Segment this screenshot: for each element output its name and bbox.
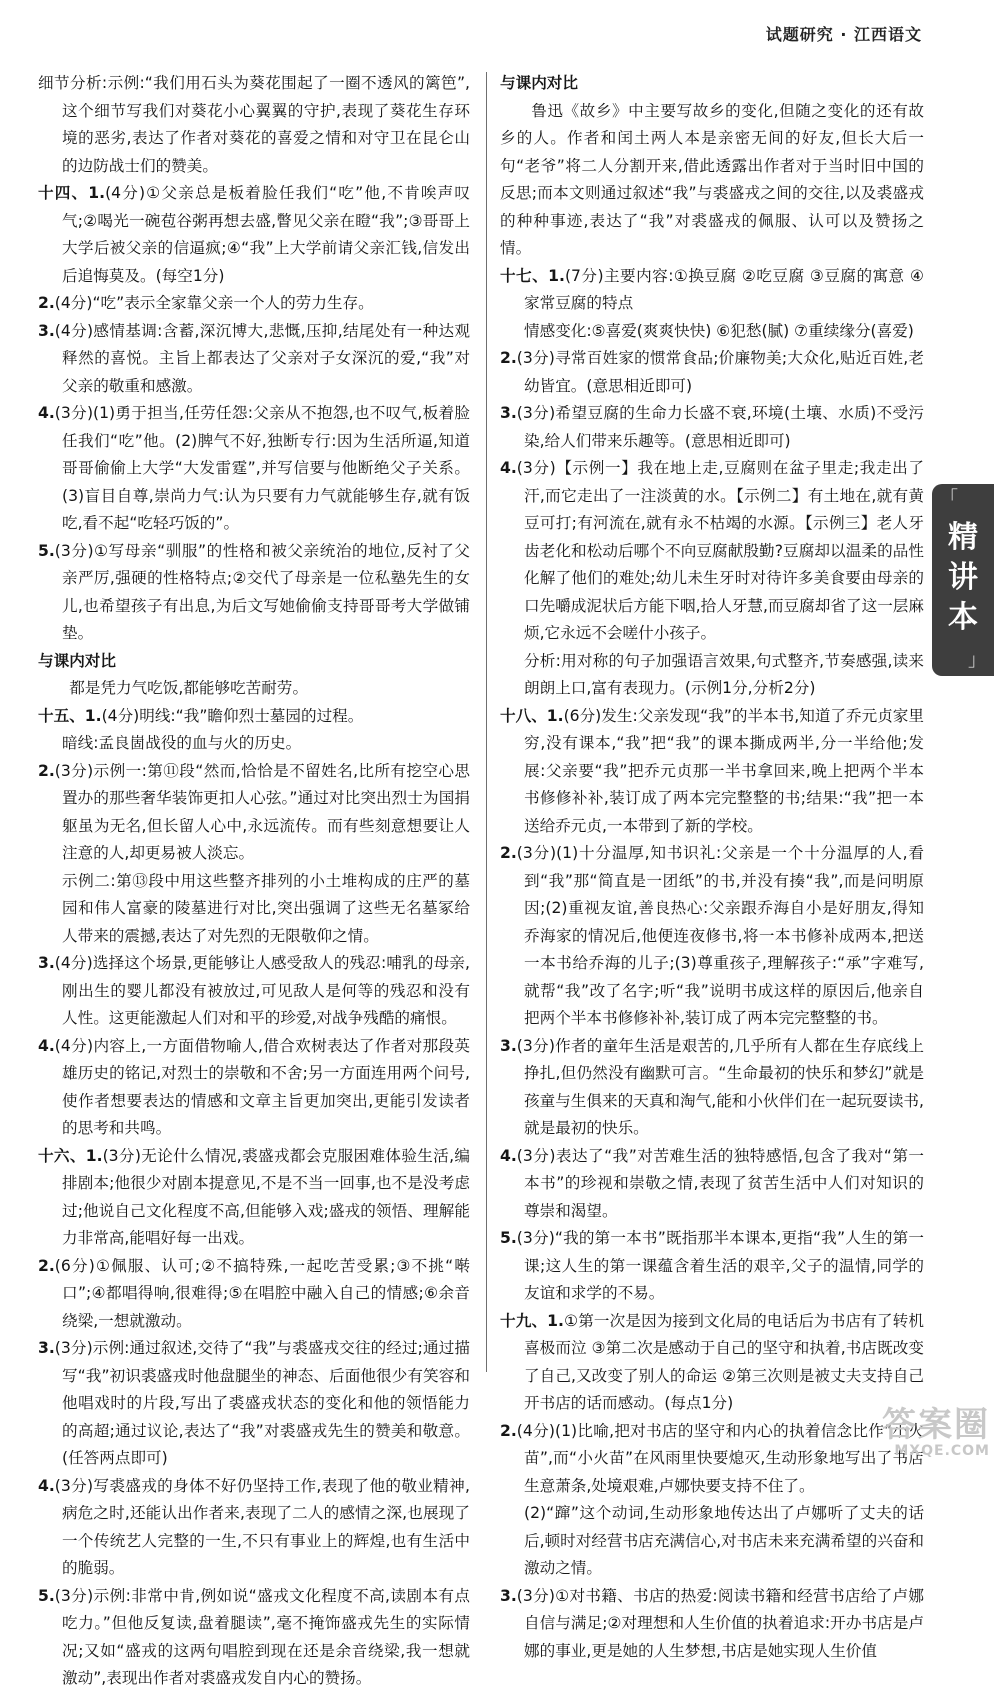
side-tab-char: 讲: [948, 560, 978, 595]
answer-paragraph: [500, 648, 924, 703]
answer-text: 鲁迅《故乡》中主要写故乡的变化,但随之变化的还有故乡的人。作者和闰土两人本是亲密无间的好友,但长大后一句“老爷”将二人分割开来,借此透露出作者对于当时旧中国的反思;而本文则通过叙述“我”与裘盛戎之间的交往,以及裘盛戎的种种事迹,表达了“我”对裘盛戎的佩服、认可以及赞扬之情。: [500, 101, 924, 257]
answer-text: (7分)主要内容:①换豆腐 ②吃豆腐 ③豆腐的寓意 ④家常豆腐的特点: [524, 266, 924, 312]
answer-text: 示例二:第⑬段中用这些整齐排列的小土堆构成的庄严的墓园和伟人富豪的陵墓进行对比,突出强调了这些无名墓冢给人带来的震撼,表达了对先烈的无限敬仰之情。: [62, 871, 470, 945]
answer-item: [38, 1143, 470, 1253]
side-tab-bracket-open: 「: [940, 488, 958, 509]
column-divider: [486, 72, 487, 1372]
answer-item: [500, 703, 924, 841]
answer-text: (6分)①佩服、认可;②不搞特殊,一起吃苦受累;③不挑“啭口”;④都唱得响,很难得;⑤在唱腔中融入自己的情感;⑥余音绕梁,一想就激动。: [54, 1256, 470, 1330]
answer-text: 细节分析:示例:“我们用石头为葵花围起了一圈不透风的篱笆”,这个细节写我们对葵花小心翼翼的守护,表现了葵花生存环境的恶劣,表达了作者对葵花的喜爱之情和对守卫在昆仑山的边防战士们的赞美。: [38, 74, 470, 175]
answer-item: [38, 703, 470, 731]
answer-text: (3分)①对书籍、书店的热爱:阅读书籍和经营书店给了卢娜自信与满足;②对理想和人生价值的执着追求:开办书店是卢娜的事业,更是她的人生梦想,书店是她实现人生价值: [516, 1586, 924, 1660]
answer-text: (2)“蹿”这个动词,生动形象地传达出了卢娜听了丈夫的话后,顿时对经营书店充满信心,对书店未来充满希望的兴奋和激动之情。: [524, 1504, 924, 1577]
left-column: [38, 70, 470, 1693]
side-tab-char: 本: [948, 600, 978, 635]
answer-item: [38, 318, 470, 401]
answer-item: [38, 1473, 470, 1583]
answer-text: 与课内对比: [38, 651, 116, 670]
answer-paragraph: [38, 868, 470, 951]
question-number: 2.: [500, 1421, 517, 1440]
answer-text: 暗线:孟良崮战役的血与火的历史。: [62, 734, 302, 752]
answer-text: (6分)发生:父亲发现“我”的半本书,知道了乔元贞家里穷,没有课本,“我”把“我”的课本撕成两半,分一半给他;发展:父亲要“我”把乔元贞那一半书拿回来,晚上把两个半本书修修补补,装订成了两本完完整整的书;结果:“我”把一本送给乔元贞,一本带到了新的学校。: [524, 706, 924, 835]
answer-item: [500, 1583, 924, 1666]
question-number: 3.: [38, 954, 55, 972]
side-tab-char: 精: [948, 520, 978, 555]
answer-item: [500, 263, 924, 318]
answer-item: [500, 1225, 924, 1308]
answer-text: (3分)写裘盛戎的身体不好仍坚持工作,表现了他的敬业精神,病危之时,还能认出作者来,表现了二人的感情之深,也展现了一个传统艺人完整的一生,不只有事业上的辉煌,也有生活中的脆弱。: [54, 1476, 470, 1577]
question-number: 4.: [38, 404, 55, 422]
answer-text: (4分)感情基调:含蓄,深沉博大,悲慨,压抑,结尾处有一种达观释然的喜悦。主旨上都表达了父亲对子女深沉的爱,“我”对父亲的敬重和感激。: [54, 321, 470, 395]
answer-text: (3分)“我的第一本书”既指那半本课本,更指“我”人生的第一课;这人生的第一课蕴含着生活的艰辛,父子的温情,同学的友谊和求学的不易。: [516, 1229, 924, 1302]
answer-item: [500, 345, 924, 400]
side-tab-label: [932, 518, 994, 638]
question-number: 2.: [38, 1256, 55, 1275]
answer-item: [38, 290, 470, 318]
side-tab-bracket-close: 」: [968, 650, 986, 671]
answer-paragraph: [500, 1500, 924, 1583]
question-number: 十八、1.: [500, 706, 564, 725]
answer-text: (4分)明线:“我”瞻仰烈士墓园的过程。: [101, 706, 364, 725]
answer-paragraph: [500, 318, 924, 346]
watermark-text: 答案圈: [882, 1405, 990, 1445]
question-number: 2.: [500, 349, 517, 367]
answer-text: (3分)示例:非常中肯,例如说“盛戎文化程度不高,读剧本有点吃力。”但他反复读,盘着腿读”,毫不掩饰盛戎先生的实际情况;又如“盛戎的这两句唱腔到现在还是余音绕梁,我一想就激动”,表现出作者对裘盛戎发自内心的赞扬。: [54, 1586, 470, 1687]
question-number: 3.: [38, 321, 55, 340]
question-number: 3.: [500, 1586, 517, 1605]
answer-text: (3分)(1)十分温厚,知书识礼:父亲是一个十分温厚的人,看到“我”那“简直是一团纸”的书,并没有揍“我”,而是问明原因;(2)重视友谊,善良热心:父亲跟乔海自小是好朋友,得知乔海家的情况后,他便连夜修书,将一本书修补成两本,把送一本书给乔海的儿子;(3)尊重孩子,理解孩子:“承”字难写,就帮“我”改了名字;听“我”说明书成这样的原因后,他亲自把两个半本书修修补补,装订成了两本完完整整的书。: [516, 844, 924, 1027]
question-number: 2.: [500, 844, 517, 862]
side-tab: [932, 484, 994, 676]
answer-text: (4分)内容上,一方面借物喻人,借合欢树表达了作者对那段英雄历史的铭记,对烈士的崇敬和不舍;另一方面连用两个问号,使作者想要表达的情感和文章主旨更加突出,更能引发读者的思考和共鸣。: [54, 1036, 470, 1137]
answer-text: (3分)表达了“我”对苦难生活的独特感悟,包含了我对“第一本书”的珍视和崇敬之情,表现了贫苦生活中人们对知识的尊崇和渴望。: [516, 1146, 924, 1220]
answer-text: (3分)寻常百姓家的惯常食品;价廉物美;大众化,贴近百姓,老幼皆宜。(意思相近即可): [516, 349, 924, 395]
answer-item: [38, 1583, 470, 1693]
question-number: 2.: [38, 294, 55, 312]
answer-text: (3分)无论什么情况,裘盛戎都会克服困难体验生活,编排剧本;他很少对剧本提意见,不是不当一回事,也不是没考虑过;他说自己文化程度不高,但能够入戏;盛戎的领悟、理解能力非常高,能唱好每一出戏。: [62, 1146, 470, 1247]
answer-item: [38, 1253, 470, 1336]
watermark-logo: [800, 1405, 990, 1459]
answer-text: 与课内对比: [500, 74, 578, 92]
answer-text: (3分)【示例一】我在地上走,豆腐则在盆子里走;我走出了汗,而它走出了一注淡黄的水。【示例二】有土地在,就有黄豆可打;有河流在,就有永不枯竭的水源。【示例三】老人牙齿老化和松动后哪个不向豆腐献殷勤?豆腐却以温柔的品性化解了他们的难处;幼儿未生牙时对待许多美食要由母亲的口先嚼成泥状后方能下咽,拾人牙慧,而豆腐却省了这一层麻烦,它永远不会嗟什小孩子。: [516, 459, 924, 642]
answer-text: (3分)示例一:第⑪段“然而,恰恰是不留姓名,比所有挖空心思置办的那些奢华装饰更扣人心弦。”通过对比突出烈士为国捐躯虽为无名,但长留人心中,永远流传。而有些刻意想要让人注意的人,却更易被人淡忘。: [54, 761, 470, 862]
answer-paragraph: [500, 98, 924, 263]
question-number: 十五、1.: [38, 706, 102, 725]
answer-item: [38, 950, 470, 1033]
answer-text: (3分)作者的童年生活是艰苦的,几乎所有人都在生存底线上挣扎,但仍然没有幽默可言。“生命最初的快乐和梦幻”就是孩童与生俱来的天真和淘气,能和小伙伴们在一起玩耍读书,就是最初的快乐。: [516, 1036, 924, 1137]
question-number: 4.: [500, 1146, 517, 1165]
answer-text: 都是凭力气吃饭,都能够吃苦耐劳。: [69, 679, 309, 697]
answer-item: [38, 70, 470, 180]
answer-item: [500, 455, 924, 648]
question-number: 3.: [38, 1339, 55, 1357]
answer-item: [38, 180, 470, 290]
answer-text: (4分)“吃”表示全家靠父亲一个人的劳力生存。: [54, 294, 374, 312]
question-number: 4.: [38, 1036, 55, 1055]
answer-text: (3分)①写母亲“驯服”的性格和被父亲统治的地位,反衬了父亲严厉,强硬的性格特点;②交代了母亲是一位私塾先生的女儿,也希望孩子有出息,为后文写她偷偷支持哥哥考大学做铺垫。: [54, 541, 470, 642]
answer-text: (4分)选择这个场景,更能够让人感受敌人的残忍:哺乳的母亲,刚出生的婴儿都没有被放过,可见敌人是何等的残忍和没有人性。这更能激起人们对和平的珍爱,对战争残酷的痛恨。: [54, 954, 470, 1027]
answer-paragraph: [38, 730, 470, 758]
answer-item: [38, 1033, 470, 1143]
question-number: 十九、1.: [500, 1311, 564, 1330]
answer-text: (4分)(1)比喻,把对书店的坚守和内心的执着信念比作“小火苗”,而“小火苗”在风雨里快要熄灭,生动形象地写出了书店生意萧条,处境艰难,卢娜快要支持不住了。: [516, 1421, 924, 1495]
page-header: 试题研究 · 江西语文: [765, 25, 922, 44]
question-number: 2.: [38, 761, 55, 780]
question-number: 4.: [38, 1476, 55, 1495]
answer-item: [38, 400, 470, 538]
answer-paragraph: [38, 675, 470, 703]
answer-item: [500, 1143, 924, 1226]
answer-text: (3分)示例:通过叙述,交待了“我”与裘盛戎交往的经过;通过描写“我”初识裘盛戎时他盘腿坐的神态、后面他很少有笑容和他唱戏时的片段,写出了裘盛戎状态的变化和他的领悟能力的高超;通过议论,表达了“我”对裘盛戎先生的赞美和敬意。(任答两点即可): [54, 1339, 470, 1467]
question-number: 4.: [500, 459, 517, 477]
answer-item: [38, 538, 470, 648]
question-number: 3.: [500, 1036, 517, 1055]
answer-item: [500, 1308, 924, 1418]
question-number: 5.: [500, 1229, 517, 1247]
answer-item: [500, 1033, 924, 1143]
answer-text: 情感变化:⑤喜爱(爽爽快快) ⑥犯愁(腻) ⑦重续缘分(喜爱): [524, 321, 914, 340]
question-number: 5.: [38, 541, 55, 560]
answer-text: ①第一次是因为接到文化局的电话后为书店有了转机喜极而泣 ③第二次是感动于自己的坚守和执着,书店既改变了自己,又改变了别人的命运 ②第三次则是被丈夫支持自己开书店的话而感动。(每点1分): [524, 1311, 924, 1412]
answer-item: [38, 758, 470, 868]
answer-text: (3分)希望豆腐的生命力长盛不衰,环境(土壤、水质)不受污染,给人们带来乐趣等。(意思相近即可): [516, 404, 924, 450]
question-number: 3.: [500, 404, 517, 422]
question-number: 十七、1.: [500, 266, 565, 285]
answer-item: [500, 840, 924, 1033]
question-number: 5.: [38, 1586, 55, 1605]
answer-item: [500, 400, 924, 455]
answer-text: 分析:用对称的句子加强语言效果,句式整齐,节奏感强,读来朗朗上口,富有表现力。(示例1分,分析2分): [524, 651, 924, 697]
question-number: 十六、1.: [38, 1146, 103, 1165]
answer-item: [38, 1335, 470, 1473]
section-heading: [500, 70, 924, 98]
watermark-url: MXQE.COM: [894, 1443, 990, 1459]
question-number: 十四、1.: [38, 184, 106, 202]
answer-text: (3分)(1)勇于担当,任劳任怨:父亲从不抱怨,也不叹气,板着脸任我们“吃”他。(2)脾气不好,独断专行:因为生活所逼,知道哥哥偷偷上大学“大发雷霆”,并写信要与他断绝父子关系。(3)盲目自尊,崇尚力气:认为只要有力气就能够生存,就有饭吃,看不起“吃轻巧饭的”。: [54, 404, 470, 532]
section-heading: [38, 648, 470, 676]
answer-text: (4分)①父亲总是板着脸任我们“吃”他,不肯唉声叹气;②喝光一碗苞谷粥再想去盛,瞥见父亲在瞪“我”;③哥哥上大学后被父亲的信逼疯;④“我”上大学前请父亲汇钱,信发出后追悔莫及。(每空1分): [62, 184, 470, 285]
